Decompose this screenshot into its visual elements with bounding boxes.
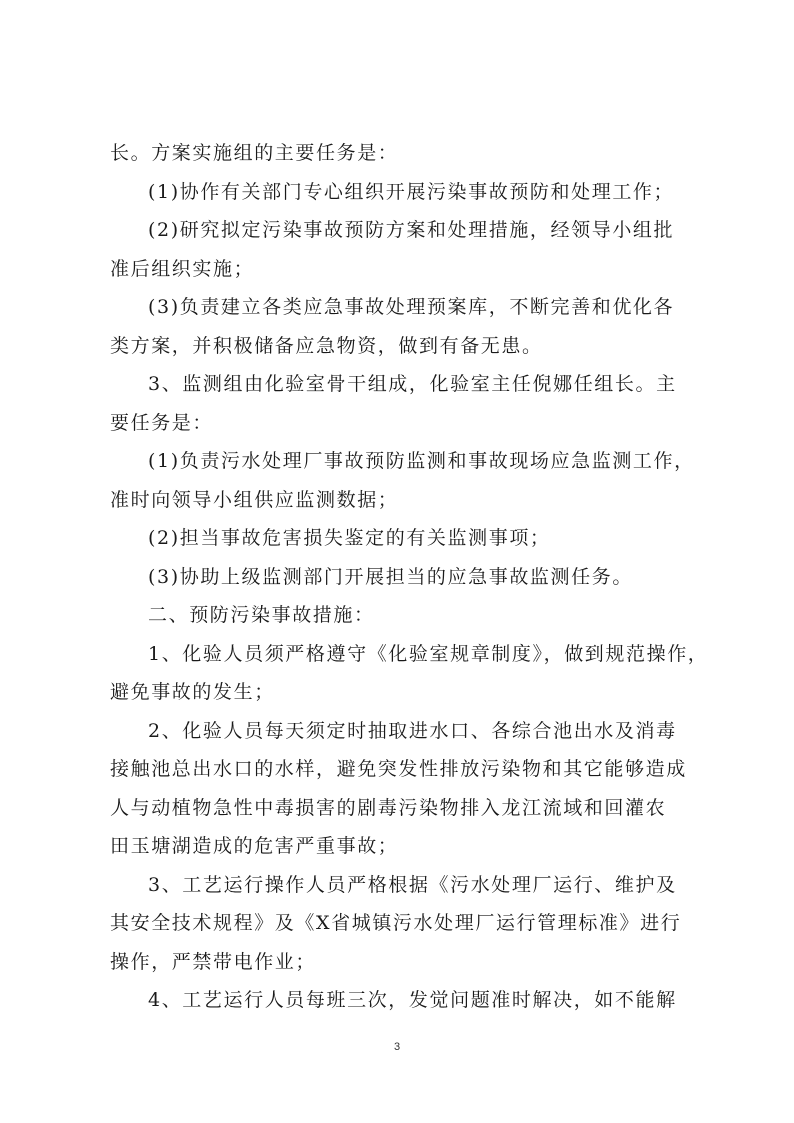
page-number: 3 — [393, 1041, 401, 1053]
text-line: 长。方案实施组的主要任务是： — [110, 142, 399, 164]
text-line: 二、预防污染事故措施： — [148, 604, 375, 626]
text-line: 人与动植物急性中毒损害的剧毒污染物排入龙江流域和回灌农 — [110, 796, 667, 819]
text-line: (1)协作有关部门专心组织开展污染事故预防和处理工作； — [148, 180, 675, 203]
text-line: (2)研究拟定污染事故预防方案和处理措施，经领导小组批 — [148, 219, 675, 241]
text-line: 类方案，并积极储备应急物资，做到有备无患。 — [110, 334, 543, 357]
text-line: 要任务是： — [110, 411, 214, 434]
text-line: 其安全技术规程》及《X省城镇污水处理厂运行管理标准》进行 — [110, 912, 682, 934]
text-line: 避免事故的发生； — [110, 681, 275, 703]
body-text — [110, 134, 709, 1020]
text-line: 准时向领导小组供应监测数据； — [110, 488, 399, 511]
text-line: 4、工艺运行人员每班三次，发觉问题准时解决，如不能解 — [148, 989, 677, 1011]
text-line: 3、监测组由化验室骨干组成，化验室主任倪娜任组长。主 — [148, 373, 677, 395]
text-line: 1、化验人员须严格遵守《化验室规章制度》，做到规范操作， — [148, 642, 709, 665]
text-line: (2)担当事故危害损失鉴定的有关监测事项； — [148, 527, 551, 549]
text-line: 2、化验人员每天须定时抽取进水口、各综合池出水及消毒 — [148, 719, 677, 742]
text-line: 3、工艺运行操作人员严格根据《污水处理厂运行、维护及 — [148, 873, 677, 896]
text-line: (3)协助上级监测部门开展担当的应急事故监测任务。 — [148, 565, 633, 588]
text-line: (3)负责建立各类应急事故处理预案库，不断完善和优化各 — [148, 296, 675, 318]
text-line: 操作，严禁带电作业； — [110, 950, 317, 973]
text-line: 准后组织实施； — [110, 257, 255, 280]
text-line: 田玉塘湖造成的危害严重事故； — [110, 835, 399, 857]
text-line: 接触池总出水口的水样，避免突发性排放污染物和其它能够造成 — [110, 758, 687, 780]
text-line: (1)负责污水处理厂事故预防监测和事故现场应急监测工作， — [148, 450, 695, 472]
